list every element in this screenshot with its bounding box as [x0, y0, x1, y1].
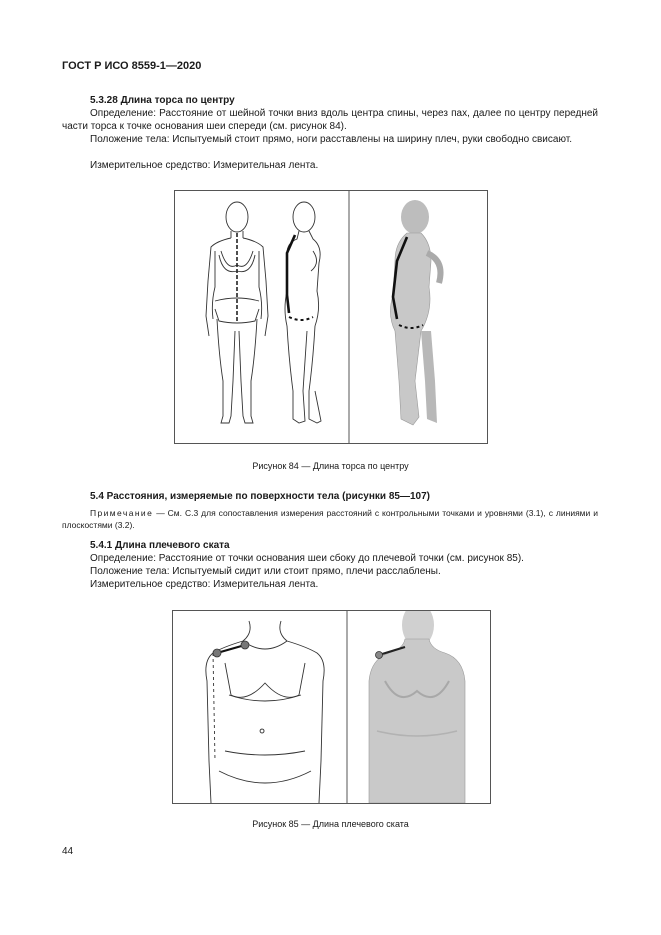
scan-body	[390, 200, 440, 425]
section-title-5-3-28: 5.3.28 Длина торса по центру	[90, 95, 235, 106]
figure-85	[172, 610, 491, 804]
instrument-5-4-1: Измерительное средство: Измерительная лента.	[90, 579, 319, 590]
side-crotch-line	[289, 317, 313, 320]
scan-shoulder-marker	[376, 652, 383, 659]
shoulder-point-marker	[213, 649, 221, 657]
note-5-4	[62, 507, 598, 531]
note-text: — См. С.3 для сопоставления измерения расстояний с контрольными точками и уровнями (3.1), с линиями и плоскостями (3.2).	[62, 508, 598, 530]
section-title-5-4: 5.4 Расстояния, измеряемые по поверхности тела (рисунки 85—107)	[90, 491, 430, 502]
definition-5-4-1: Определение: Расстояние от точки основания шеи сбоку до плечевой точки (см. рисунок 85).	[90, 553, 524, 564]
figure-85-illustration	[173, 611, 490, 803]
figure-84	[174, 190, 488, 444]
scan-torso	[369, 611, 465, 803]
figure-84-caption: Рисунок 84 — Длина торса по центру	[252, 461, 409, 471]
torso-drawing	[206, 621, 324, 803]
side-view-body	[285, 202, 321, 423]
page-number: 44	[62, 846, 74, 857]
figure-84-illustration	[175, 191, 487, 443]
body-position-5-3-28: Положение тела: Испытуемый стоит прямо, ноги расставлены на ширину плеч, руки свободно свисают.	[90, 134, 572, 145]
section-title-5-4-1: 5.4.1 Длина плечевого ската	[90, 540, 230, 551]
instrument-5-3-28: Измерительное средство: Измерительная лента.	[90, 160, 319, 171]
body-position-5-4-1: Положение тела: Испытуемый сидит или стоит прямо, плечи расслаблены.	[90, 566, 441, 577]
definition-5-3-28: Определение: Расстояние от шейной точки вниз вдоль центра спины, через пах, далее по центру передней части торса к точке основания шеи спереди (см. рисунок 84).	[62, 108, 598, 132]
note-label: Примечание	[90, 508, 154, 518]
document-header: ГОСТ Р ИСО 8559-1—2020	[62, 60, 202, 72]
neck-point-marker	[241, 641, 249, 649]
figure-85-caption: Рисунок 85 — Длина плечевого ската	[252, 819, 409, 829]
